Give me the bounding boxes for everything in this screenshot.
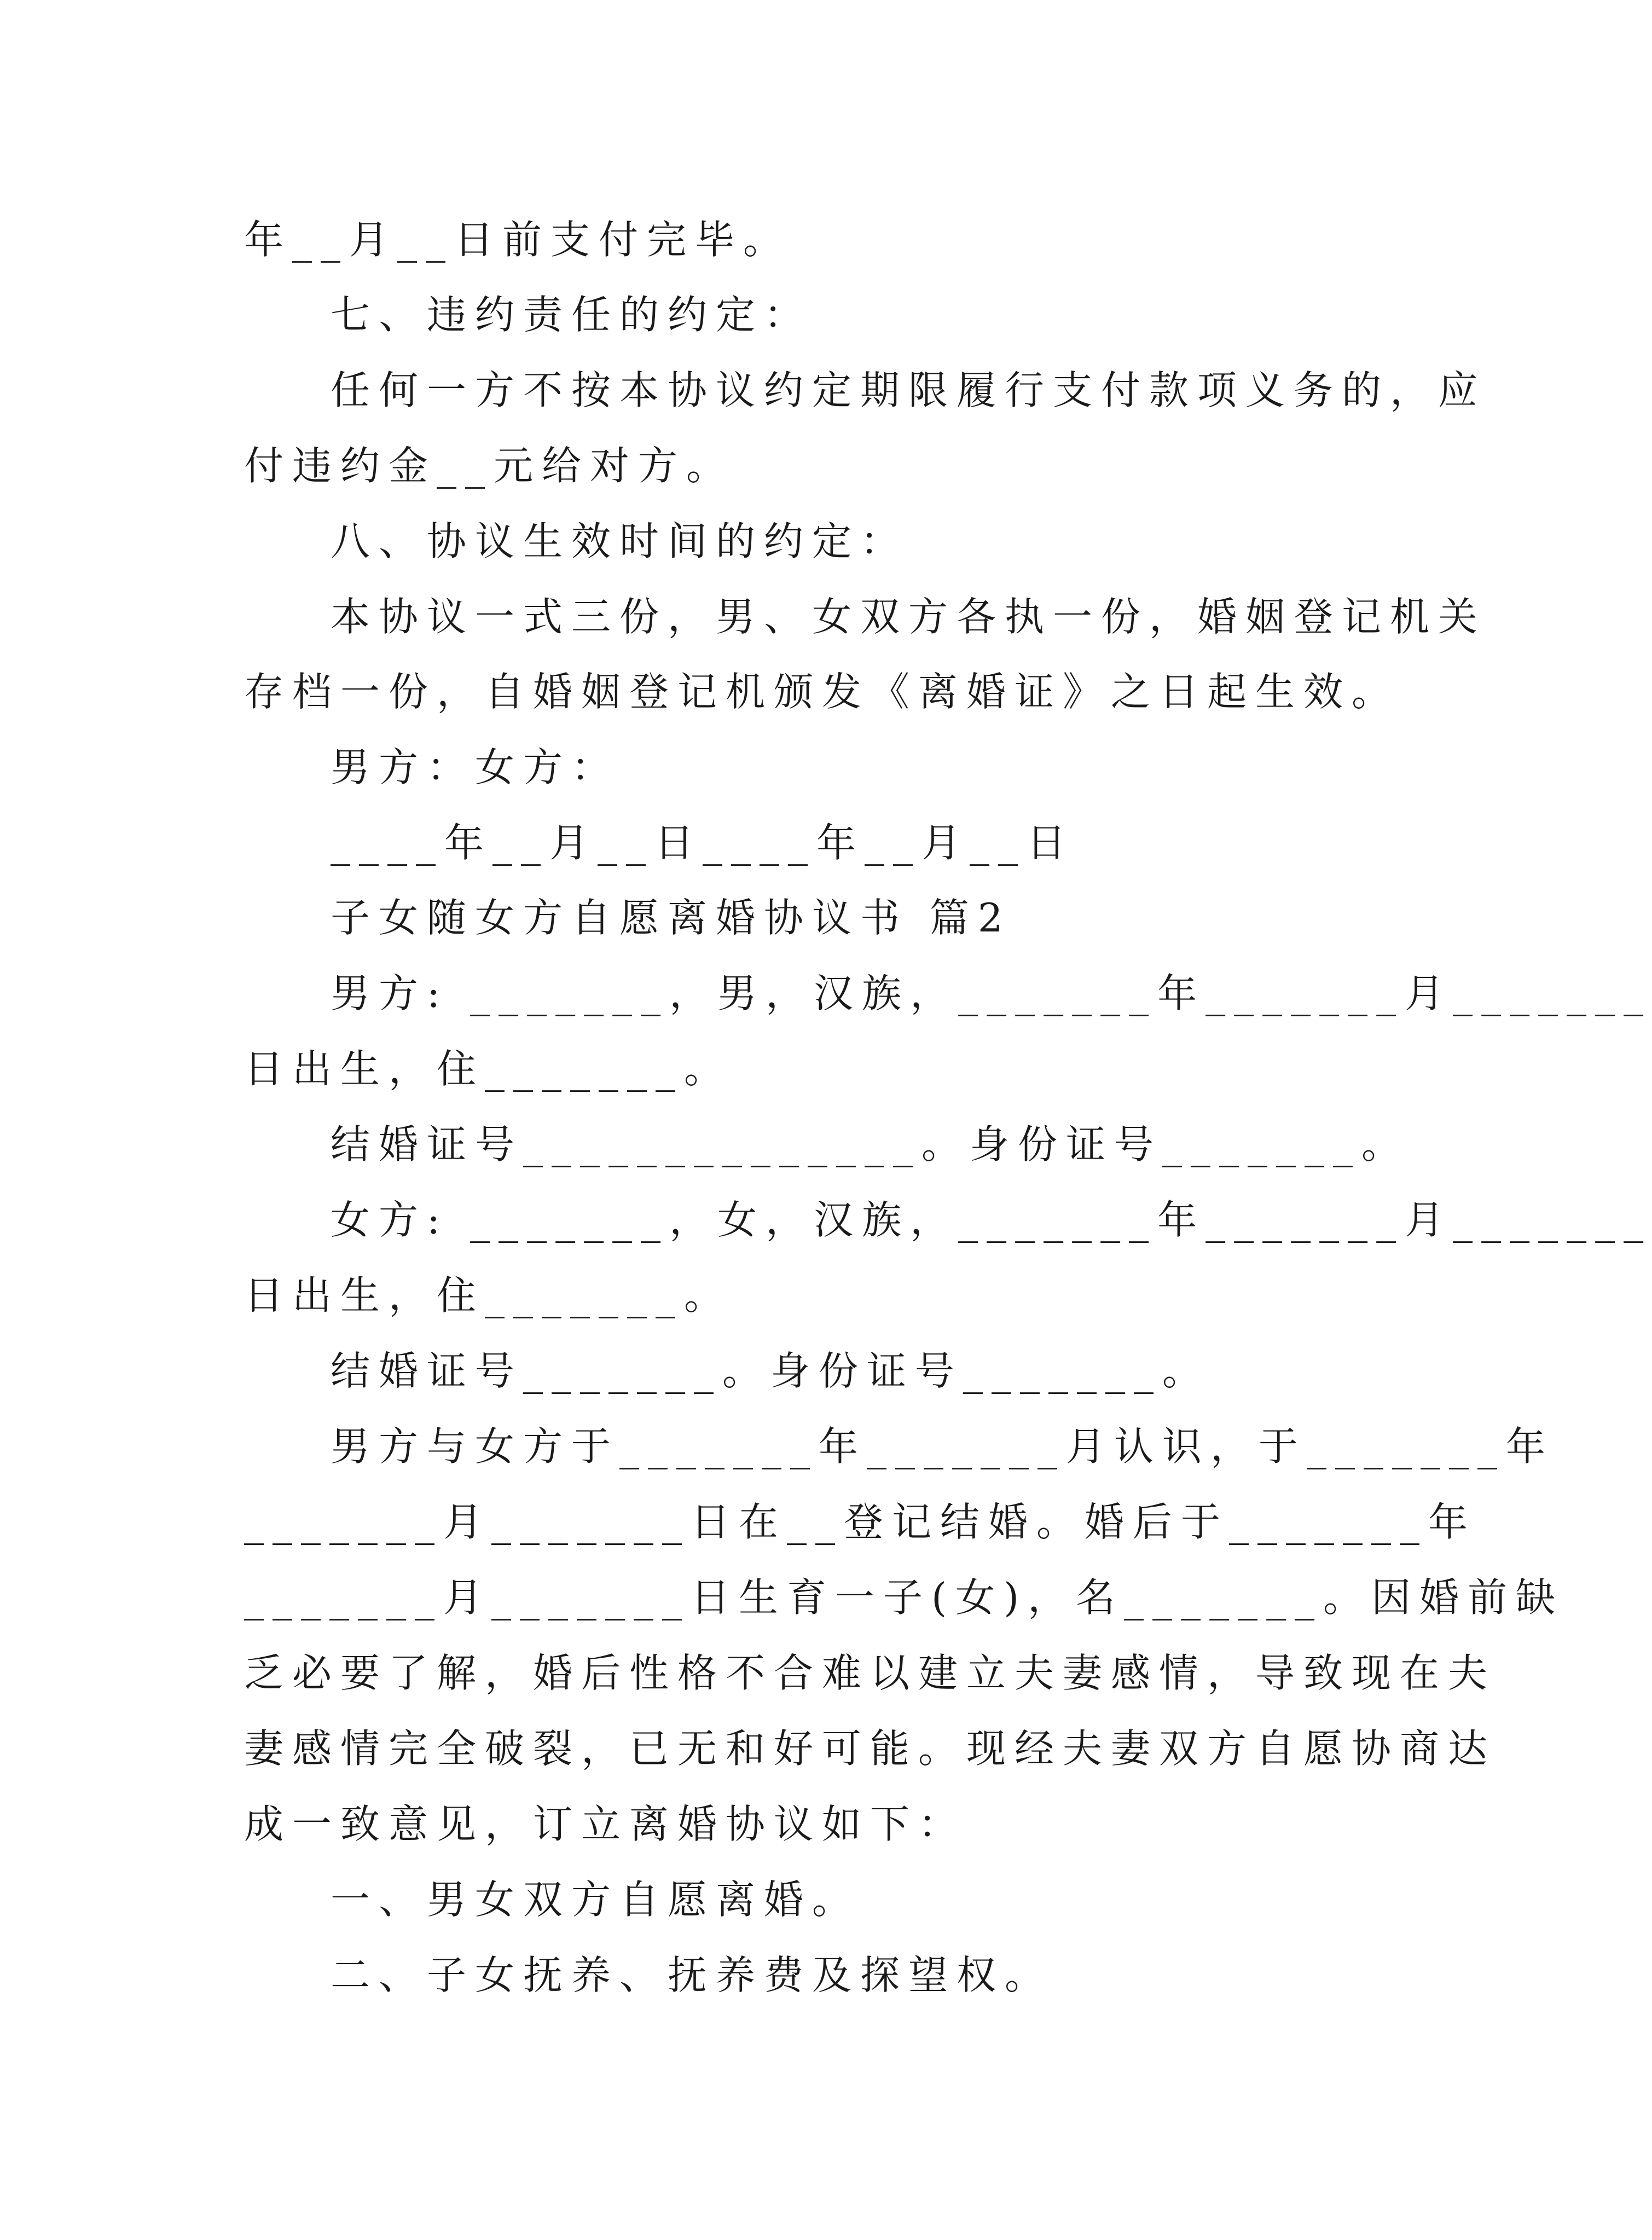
text-line: 妻感情完全破裂，已无和好可能。现经夫妻双方自愿协商达 — [244, 1726, 1497, 1772]
text-line: 年__月__日前支付完毕。 — [244, 217, 792, 263]
clause-item: 二、子女抚养、抚养费及探望权。 — [331, 1952, 1053, 1998]
article-title: 子女随女方自愿离婚协议书 篇2 — [331, 895, 1012, 941]
text-line: 存档一份，自婚姻登记机颁发《离婚证》之日起生效。 — [244, 669, 1400, 715]
section-heading: 七、违约责任的约定： — [331, 292, 813, 338]
female-party-info: 女方: _______，女，汉族，_______年_______月_______ — [331, 1197, 1652, 1243]
signature-parties: 男方：女方： — [331, 744, 620, 790]
male-party-info: 男方: _______，男，汉族，_______年_______月_______ — [331, 970, 1652, 1016]
text-line: _______月_______日生育一子(女)，名_______。因婚前缺 — [244, 1575, 1564, 1620]
text-line: 付违约金__元给对方。 — [244, 443, 735, 489]
section-heading: 八、协议生效时间的约定： — [331, 518, 909, 564]
text-line: _______月_______日在__登记结婚。婚后于_______年 — [244, 1499, 1477, 1545]
female-party-ids: 结婚证号_______。身份证号_______。 — [331, 1348, 1211, 1394]
text-line: 任何一方不按本协议约定期限履行支付款项义务的，应 — [331, 367, 1487, 413]
text-line: 本协议一式三份，男、女双方各执一份，婚姻登记机关 — [331, 594, 1487, 640]
female-party-address: 日出生，住_______。 — [244, 1272, 733, 1318]
text-line: 男方与女方于_______年_______月认识，于_______年 — [331, 1423, 1555, 1469]
text-line: 成一致意见，订立离婚协议如下： — [244, 1801, 967, 1847]
clause-item: 一、男女双方自愿离婚。 — [331, 1877, 861, 1923]
signature-dates: ____年__月__日____年__月__日 — [331, 820, 1075, 866]
text-line: 乏必要了解，婚后性格不合难以建立夫妻感情，导致现在夫 — [244, 1650, 1497, 1696]
male-party-ids: 结婚证号______________。身份证号_______。 — [331, 1121, 1410, 1167]
male-party-address: 日出生，住_______。 — [244, 1046, 733, 1092]
